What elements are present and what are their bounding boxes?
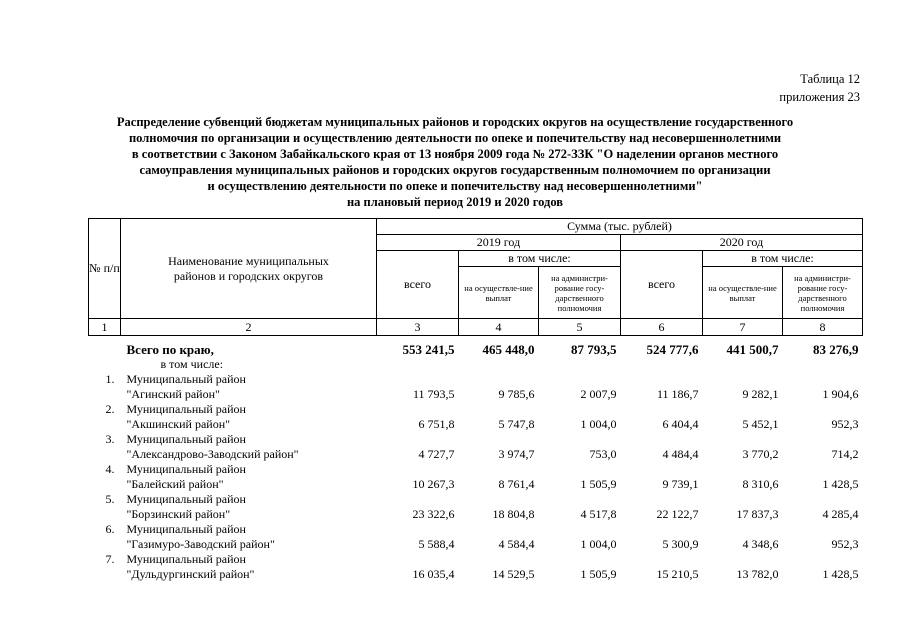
total-value: 553 241,5 <box>402 342 455 357</box>
cell-value: 952,3 <box>831 537 859 551</box>
total-value: 524 777,6 <box>646 342 699 357</box>
row-number: 2. <box>105 402 115 416</box>
cell-value: 22 122,7 <box>656 507 699 521</box>
cell-value: 4 484,4 <box>662 447 699 461</box>
cell-value: 5 588,4 <box>418 537 455 551</box>
col-header-incl-2020: в том числе: <box>703 251 863 267</box>
district-name: "Агинский район" <box>126 387 220 401</box>
cell-value: 3 770,2 <box>742 447 779 461</box>
cell-value: 5 300,9 <box>662 537 699 551</box>
title-line: и осуществлению деятельности по опеке и попечительству над несовершеннолетними" <box>207 179 703 193</box>
cell-value: 3 974,7 <box>498 447 535 461</box>
table-row <box>89 462 863 477</box>
col-number: 3 <box>377 319 459 336</box>
cell-value: 6 751,8 <box>418 417 455 431</box>
cell-value: 9 739,1 <box>662 477 699 491</box>
district-type: Муниципальный район <box>126 552 246 566</box>
total-value: 87 793,5 <box>571 342 617 357</box>
col-header-incl-2019: в том числе: <box>459 251 621 267</box>
col-header-admin-2019: на администри-рование госу-дарственного полномочия <box>539 267 621 319</box>
district-type: Муниципальный район <box>126 372 246 386</box>
document-title <box>80 114 830 210</box>
row-number: 3. <box>105 432 115 446</box>
col-number: 2 <box>121 319 377 336</box>
cell-value: 5 452,1 <box>742 417 779 431</box>
table-row-values <box>89 537 863 552</box>
table-row-values <box>89 507 863 522</box>
cell-value: 753,0 <box>589 447 617 461</box>
district-type: Муниципальный район <box>126 462 246 476</box>
table-row-values <box>89 387 863 402</box>
cell-value: 5 747,8 <box>498 417 535 431</box>
cell-value: 4 727,7 <box>418 447 455 461</box>
cell-value: 1 505,9 <box>580 477 617 491</box>
title-line: на плановый период 2019 и 2020 годов <box>346 195 564 209</box>
appendix-caption: приложения 23 <box>779 90 860 104</box>
col-header-no: № п/п <box>89 219 121 319</box>
cell-value: 4 348,6 <box>742 537 779 551</box>
table-row-values <box>89 477 863 492</box>
row-number: 7. <box>105 552 115 566</box>
district-type: Муниципальный район <box>126 522 246 536</box>
total-row <box>89 336 863 358</box>
district-name: "Дульдургинский район" <box>126 567 255 581</box>
cell-value: 17 837,3 <box>736 507 779 521</box>
total-value: 83 276,9 <box>813 342 859 357</box>
col-header-name: Наименование муниципальных районов и городских округов <box>121 219 377 319</box>
row-number: 5. <box>105 492 115 506</box>
col-number: 5 <box>539 319 621 336</box>
cell-value: 6 404,4 <box>662 417 699 431</box>
row-number: 1. <box>105 372 115 386</box>
total-label: Всего по краю, <box>126 342 214 357</box>
table-row-values <box>89 417 863 432</box>
district-name: "Борзинский район" <box>126 507 231 521</box>
col-number: 1 <box>89 319 121 336</box>
cell-value: 1 505,9 <box>580 567 617 581</box>
col-number: 8 <box>783 319 863 336</box>
col-header-pay-2020: на осуществле-ние выплат <box>703 267 783 319</box>
cell-value: 4 517,8 <box>580 507 617 521</box>
col-number: 7 <box>703 319 783 336</box>
total-value: 465 448,0 <box>482 342 535 357</box>
total-subrow <box>89 357 863 372</box>
title-line: полномочия по организации и осуществлению деятельности по опеке и попечительству над несовершеннолетними <box>128 131 782 145</box>
cell-value: 1 004,0 <box>580 537 617 551</box>
district-type: Муниципальный район <box>126 432 246 446</box>
district-type: Муниципальный район <box>126 492 246 506</box>
col-header-total-2019: всего <box>377 251 459 319</box>
district-type: Муниципальный район <box>126 402 246 416</box>
cell-value: 2 007,9 <box>580 387 617 401</box>
cell-value: 8 761,4 <box>498 477 535 491</box>
col-header-sum: Сумма (тыс. рублей) <box>377 219 863 235</box>
district-name: "Газимуро-Заводский район" <box>126 537 275 551</box>
cell-value: 11 186,7 <box>656 387 699 401</box>
cell-value: 11 793,5 <box>412 387 455 401</box>
table-row <box>89 432 863 447</box>
cell-value: 1 428,5 <box>822 567 859 581</box>
cell-value: 4 584,4 <box>498 537 535 551</box>
cell-value: 1 004,0 <box>580 417 617 431</box>
cell-value: 23 322,6 <box>412 507 455 521</box>
cell-value: 952,3 <box>831 417 859 431</box>
cell-value: 15 210,5 <box>656 567 699 581</box>
district-name: "Александрово-Заводский район" <box>126 447 299 461</box>
cell-value: 10 267,3 <box>412 477 455 491</box>
table-row <box>89 492 863 507</box>
title-line: самоуправления муниципальных районов и городских округов государственным полномочием по организации <box>139 163 771 177</box>
cell-value: 13 782,0 <box>736 567 779 581</box>
cell-value: 8 310,6 <box>742 477 779 491</box>
cell-value: 1 904,6 <box>822 387 859 401</box>
cell-value: 9 785,6 <box>498 387 535 401</box>
cell-value: 18 804,8 <box>492 507 535 521</box>
district-name: "Акшинский район" <box>126 417 231 431</box>
table-row-values <box>89 447 863 462</box>
cell-value: 714,2 <box>831 447 859 461</box>
table-row <box>89 522 863 537</box>
title-line: в соответствии с Законом Забайкальского края от 13 ноября 2009 года № 272-ЗЗК "О наделении органов местного <box>131 147 779 161</box>
col-header-pay-2019: на осуществле-ние выплат <box>459 267 539 319</box>
table-row-values <box>89 567 863 582</box>
title-line: Распределение субвенций бюджетам муниципальных районов и городских округов на осуществление государственного <box>116 115 794 129</box>
col-header-year-2019: 2019 год <box>377 235 621 251</box>
cell-value: 1 428,5 <box>822 477 859 491</box>
cell-value: 16 035,4 <box>412 567 455 581</box>
col-number: 4 <box>459 319 539 336</box>
col-number: 6 <box>621 319 703 336</box>
cell-value: 14 529,5 <box>492 567 535 581</box>
col-header-year-2020: 2020 год <box>621 235 863 251</box>
table-row <box>89 402 863 417</box>
table-row <box>89 372 863 387</box>
table-row <box>89 552 863 567</box>
row-number: 6. <box>105 522 115 536</box>
col-header-admin-2020: на администри-рование госу-дарственного полномочия <box>783 267 863 319</box>
row-number: 4. <box>105 462 115 476</box>
subvention-table <box>88 218 863 582</box>
district-name: "Балейский район" <box>126 477 224 491</box>
cell-value: 9 282,1 <box>742 387 779 401</box>
including-label: в том числе: <box>160 357 224 371</box>
col-header-total-2020: всего <box>621 251 703 319</box>
table-number-caption: Таблица 12 <box>800 72 860 86</box>
cell-value: 4 285,4 <box>822 507 859 521</box>
total-value: 441 500,7 <box>726 342 779 357</box>
